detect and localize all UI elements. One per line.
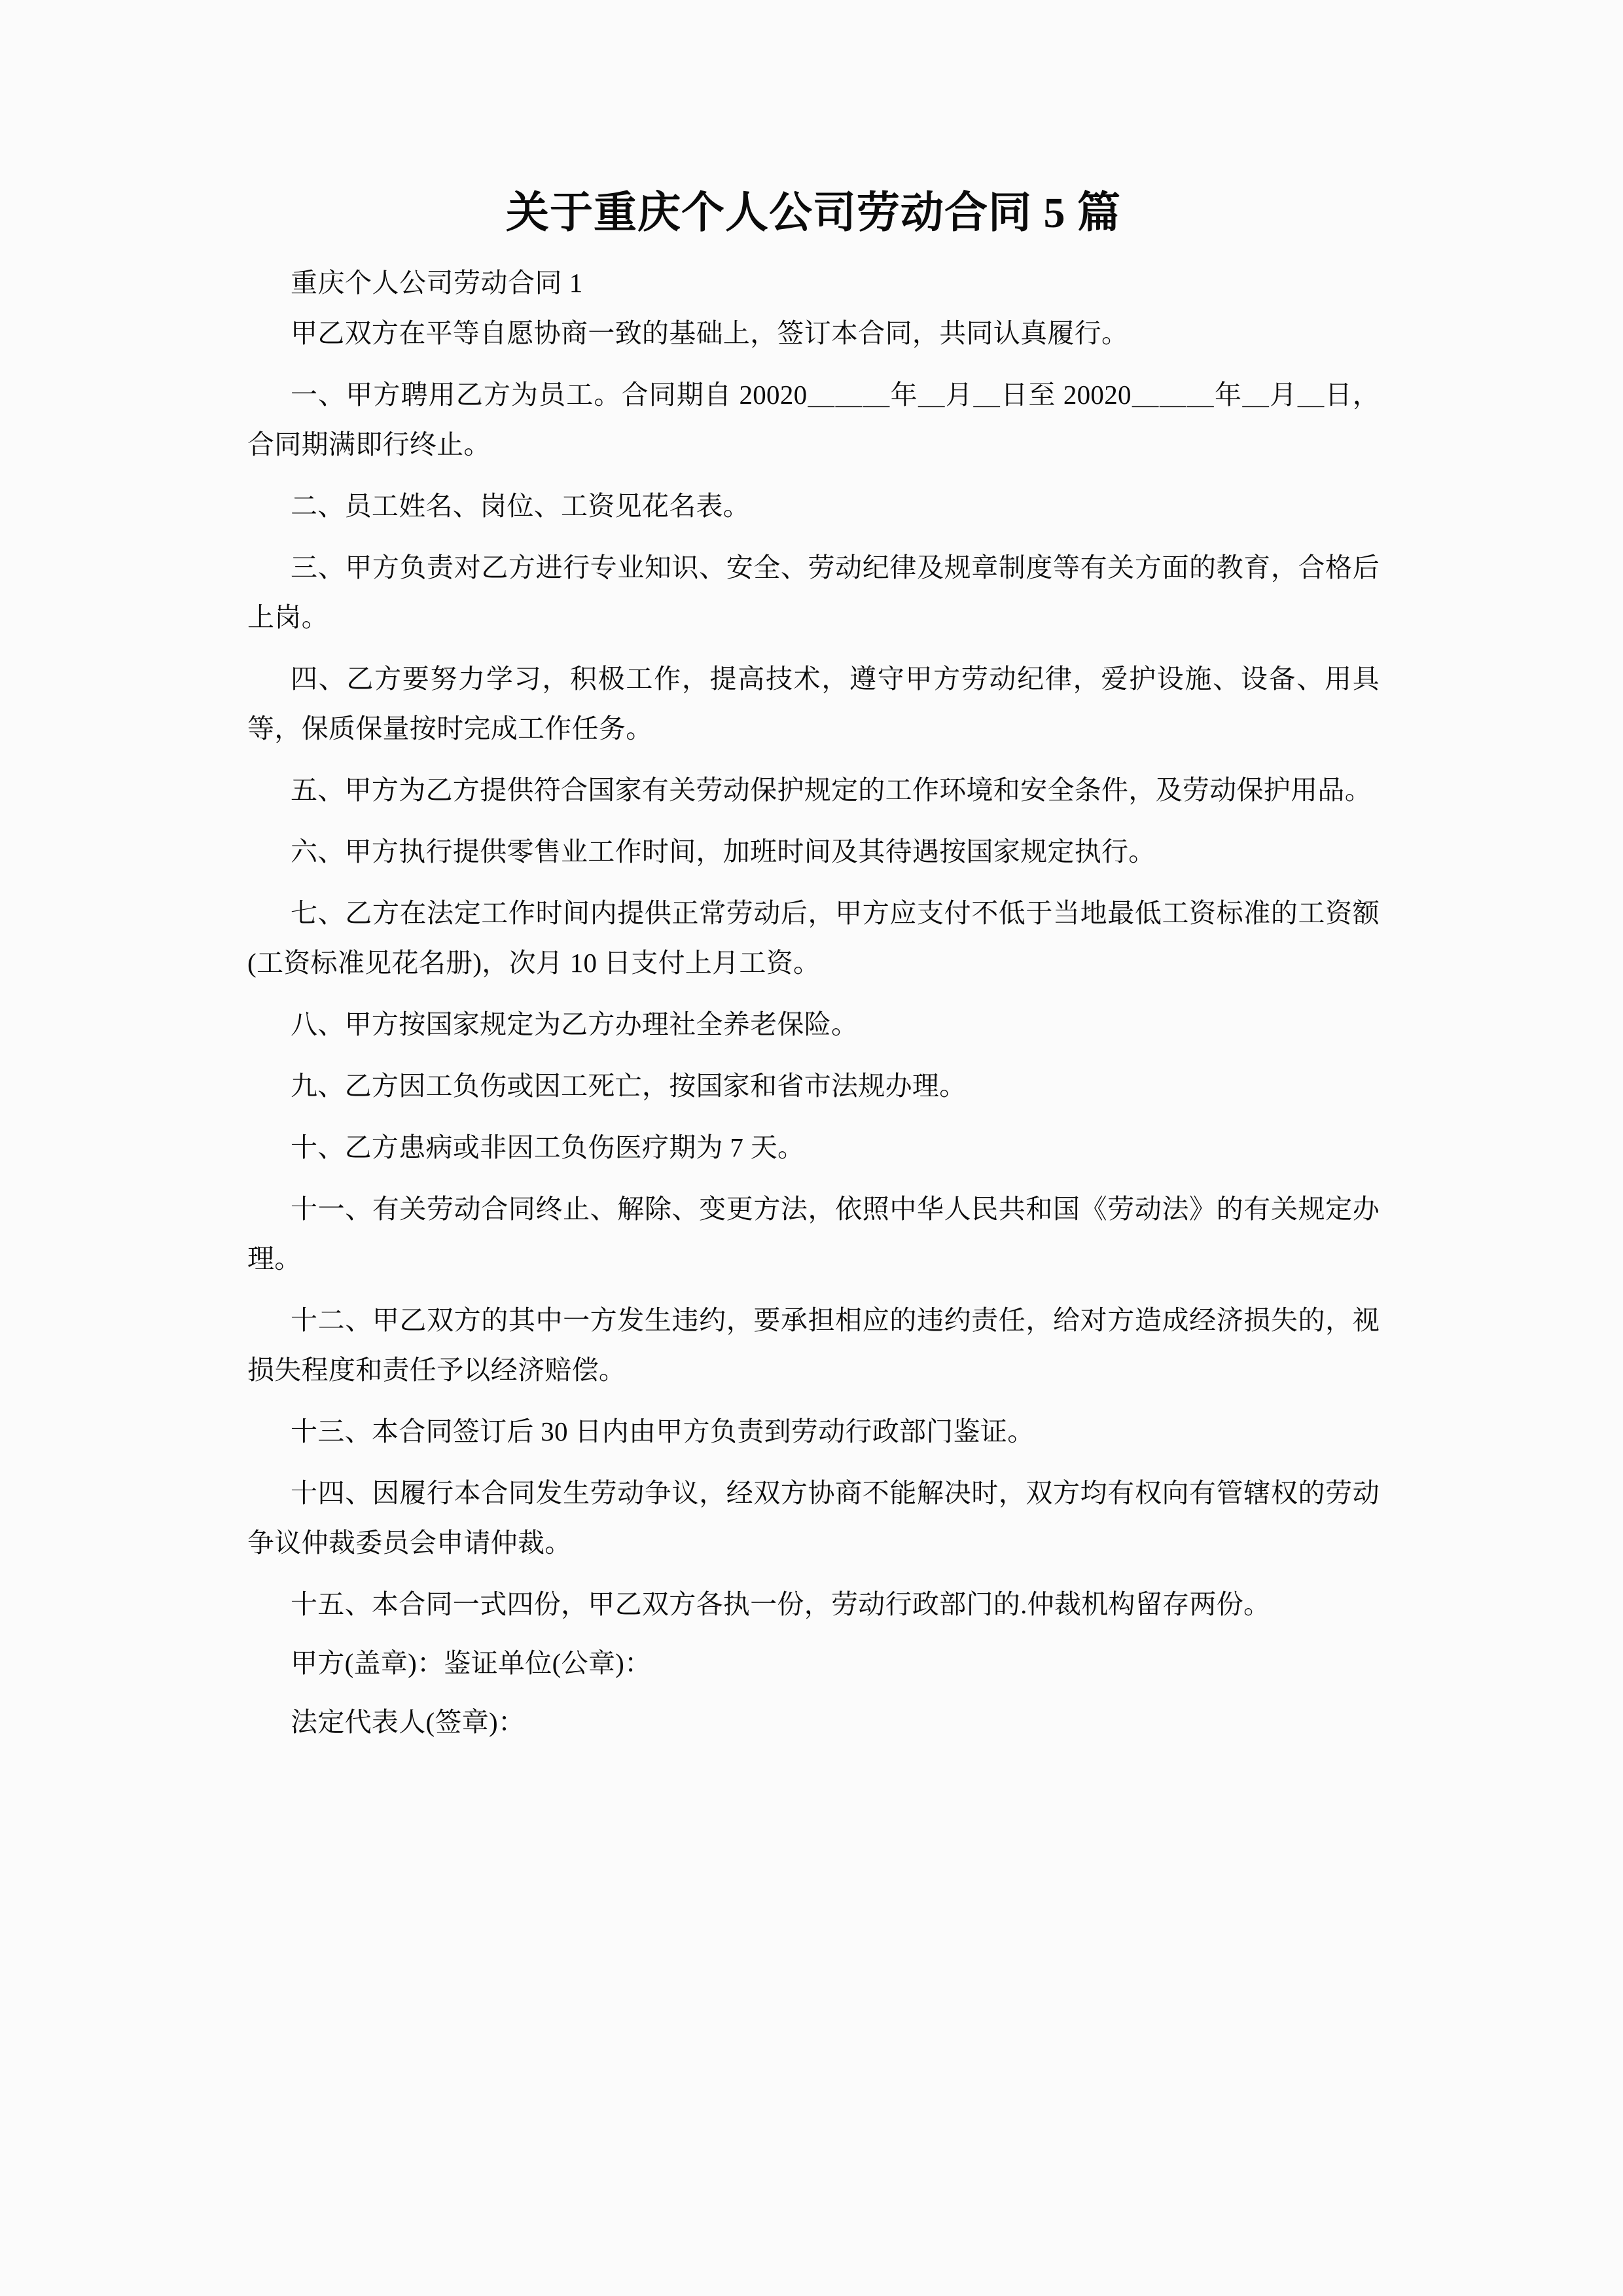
clause-item-3: 三、甲方负责对乙方进行专业知识、安全、劳动纪律及规章制度等有关方面的教育，合格后上岗。: [247, 552, 1380, 632]
clause-item-6: 六、甲方执行提供零售业工作时间，加班时间及其待遇按国家规定执行。: [291, 836, 1156, 867]
clause-item-13: 十三、本合同签订后 30 日内由甲方负责到劳动行政部门鉴证。: [291, 1416, 1035, 1446]
signature-line-legal-representative: 法定代表人(签章)：: [291, 1706, 526, 1737]
document-subtitle: 重庆个人公司劳动合同 1: [291, 267, 583, 298]
clause-item-15: 十五、本合同一式四份，甲乙双方各执一份，劳动行政部门的.仲裁机构留存两份。: [291, 1588, 1271, 1619]
clause-item-12: 十二、甲乙双方的其中一方发生违约，要承担相应的违约责任，给对方造成经济损失的，视损失程度和责任予以经济赔偿。: [247, 1304, 1380, 1385]
paragraph-preamble: 甲乙双方在平等自愿协商一致的基础上，签订本合同，共同认真履行。: [291, 317, 1129, 348]
clause-item-14: 十四、因履行本合同发生劳动争议，经双方协商不能解决时，双方均有权向有管辖权的劳动争议仲裁委员会申请仲裁。: [247, 1477, 1380, 1558]
clause-item-2: 二、员工姓名、岗位、工资见花名表。: [291, 490, 751, 521]
clause-item-4: 四、乙方要努力学习，积极工作，提高技术，遵守甲方劳动纪律，爱护设施、设备、用具等，保质保量按时完成工作任务。: [247, 663, 1380, 744]
document-content: [247, 0, 1380, 1747]
clause-item-9: 九、乙方因工负伤或因工死亡，按国家和省市法规办理。: [291, 1070, 967, 1101]
clause-item-11: 十一、有关劳动合同终止、解除、变更方法，依照中华人民共和国《劳动法》的有关规定办理。: [247, 1193, 1380, 1274]
clause-item-1: 一、甲方聘用乙方为员工。合同期自 20020＿＿＿年＿月＿日至 20020＿＿＿年＿月＿日，合同期满即行终止。: [247, 379, 1380, 459]
clause-item-5: 五、甲方为乙方提供符合国家有关劳动保护规定的工作环境和安全条件，及劳动保护用品。: [291, 774, 1372, 805]
clause-item-7: 七、乙方在法定工作时间内提供正常劳动后，甲方应支付不低于当地最低工资标准的工资额(工资标准见花名册)，次月 10 日支付上月工资。: [247, 897, 1380, 978]
clause-item-10: 十、乙方患病或非因工负伤医疗期为 7 天。: [291, 1132, 805, 1162]
page-title: 关于重庆个人公司劳动合同 5 篇: [506, 189, 1121, 237]
clause-item-8: 八、甲方按国家规定为乙方办理社全养老保险。: [291, 1009, 859, 1039]
signature-line-party-a: 甲方(盖章)：鉴证单位(公章)：: [291, 1647, 652, 1678]
